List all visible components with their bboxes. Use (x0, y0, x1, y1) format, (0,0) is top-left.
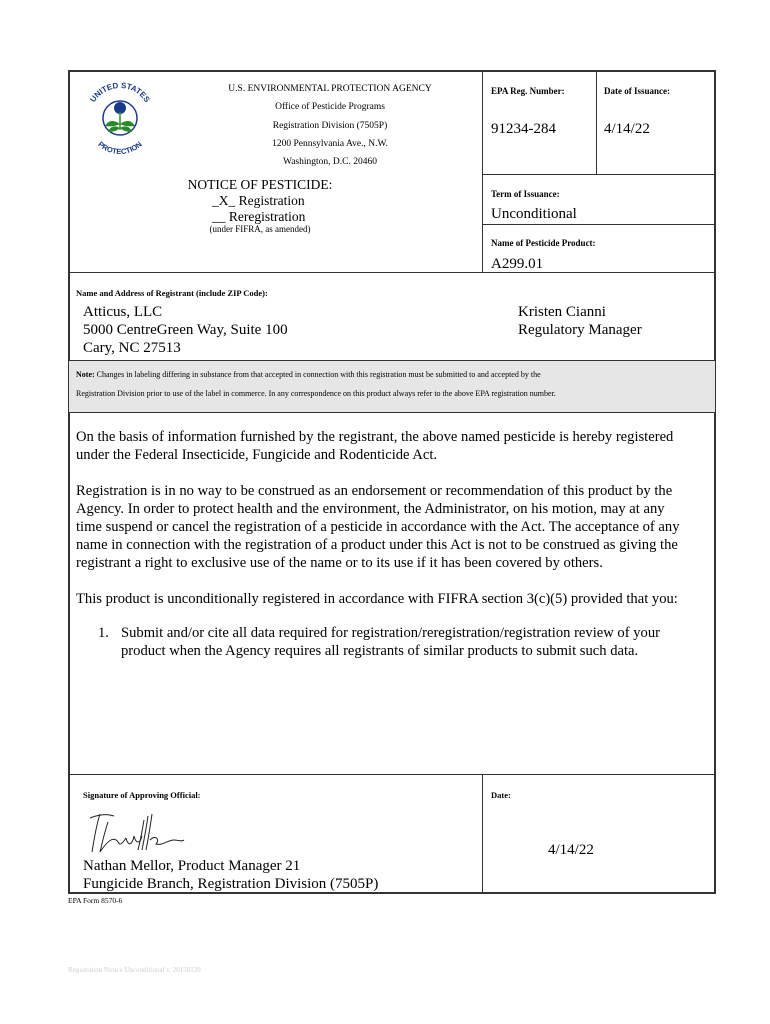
signature-date-divider (482, 774, 483, 892)
notice-title: NOTICE OF PESTICIDE: (187, 177, 333, 192)
handwritten-signature (86, 806, 186, 856)
notice-under-fifra: (under FIFRA, as amended) (209, 224, 311, 234)
body-paragraph-2 (76, 482, 680, 572)
notice-registration: _X_ Registration (212, 193, 305, 208)
body-p1-line-2: under the Federal Insecticide, Fungicide and Rodenticide Act. (76, 447, 438, 463)
reg-number-value: 91234-284 (491, 121, 556, 137)
registrant-address-2: Cary, NC 27513 (83, 340, 181, 356)
reg-date-divider (596, 72, 597, 174)
approving-official-branch: Fungicide Branch, Registration Division (7505P) (83, 876, 379, 892)
note-background (69, 361, 715, 412)
body-p2-line-3: time suspend or cancel the registration of a pesticide in accordance with the Act. The acceptance of any (76, 519, 680, 535)
condition-item-1-line-1: Submit and/or cite all data required for registration/reregistration/registration review of your (121, 625, 660, 641)
registrant-company: Atticus, LLC (83, 304, 163, 320)
form-number: EPA Form 8570-6 (68, 896, 123, 905)
signature-top-divider (69, 774, 715, 775)
note-bottom-divider (69, 412, 715, 413)
agency-division: Registration Division (7505P) (272, 121, 388, 131)
condition-item-1-line-2: product when the Agency requires all registrants of similar products to submit such data. (121, 643, 639, 659)
header-divider-vertical (482, 72, 483, 272)
body-p2-line-2: Agency. In order to protect health and the environment, the Administrator, on his motion, may at any (76, 501, 665, 517)
approving-official-name: Nathan Mellor, Product Manager 21 (83, 858, 301, 874)
agency-street: 1200 Pennsylvania Ave., N.W. (272, 139, 388, 149)
body-p2-line-5: registrant a right to exclusive use of the name or to its use if it has been covered by others. (76, 555, 603, 571)
header-bottom-divider (69, 272, 715, 273)
body-paragraph-3: This product is unconditionally registered in accordance with FIFRA section 3(c)(5) provided that you: (76, 591, 678, 607)
note-text-1: Changes in labeling differing in substance from that accepted in connection with this registration must be submitted to and accepted by the (96, 370, 541, 379)
registrant-address-1: 5000 CentreGreen Way, Suite 100 (83, 322, 288, 338)
note-line-2: Registration Division prior to use of the label in commerce. In any correspondence on this product always refer to the above EPA registration number. (76, 389, 556, 398)
product-name-value: A299.01 (491, 256, 544, 272)
condition-item-1 (121, 624, 660, 660)
term-value: Unconditional (491, 206, 577, 222)
signature-label: Signature of Approving Official: (83, 790, 201, 800)
note-label: Note: (76, 370, 95, 379)
footer-version-note: Registration Notice Unconditional v. 20150120 (68, 966, 201, 974)
header-row1-divider (482, 174, 715, 175)
term-label: Term of Issuance: (491, 189, 560, 199)
body-p1-line-1: On the basis of information furnished by the registrant, the above named pesticide is hereby registered (76, 429, 674, 445)
condition-item-number: 1. (98, 625, 109, 641)
note-line-1 (76, 370, 541, 379)
issuance-date-value: 4/14/22 (604, 121, 650, 137)
registrant-contact-name: Kristen Cianni (518, 304, 606, 320)
reg-number-label: EPA Reg. Number: (491, 86, 565, 96)
product-name-label: Name of Pesticide Product: (491, 238, 596, 248)
body-p2-line-1: Registration is in no way to be construed as an endorsement or recommendation of this product by the (76, 483, 673, 499)
epa-seal-icon (80, 78, 160, 158)
registrant-contact-title: Regulatory Manager (518, 322, 642, 338)
body-paragraph-1 (76, 428, 673, 464)
date-label: Date: (491, 790, 511, 800)
notice-reregistration: __ Reregistration (212, 209, 306, 224)
date-value: 4/14/22 (548, 842, 594, 858)
agency-city: Washington, D.C. 20460 (283, 157, 377, 167)
body-p2-line-4: name in connection with the registration of a product under this Act is not to be construed as giving the (76, 537, 678, 553)
agency-name: U.S. ENVIRONMENTAL PROTECTION AGENCY (228, 84, 432, 94)
svg-text:PROTECTION: PROTECTION (96, 139, 144, 157)
registrant-label: Name and Address of Registrant (include ZIP Code): (76, 288, 268, 298)
svg-text:UNITED STATES: UNITED STATES (88, 80, 152, 104)
issuance-date-label: Date of Issuance: (604, 86, 670, 96)
agency-office: Office of Pesticide Programs (275, 102, 385, 112)
header-row2-divider (482, 224, 715, 225)
